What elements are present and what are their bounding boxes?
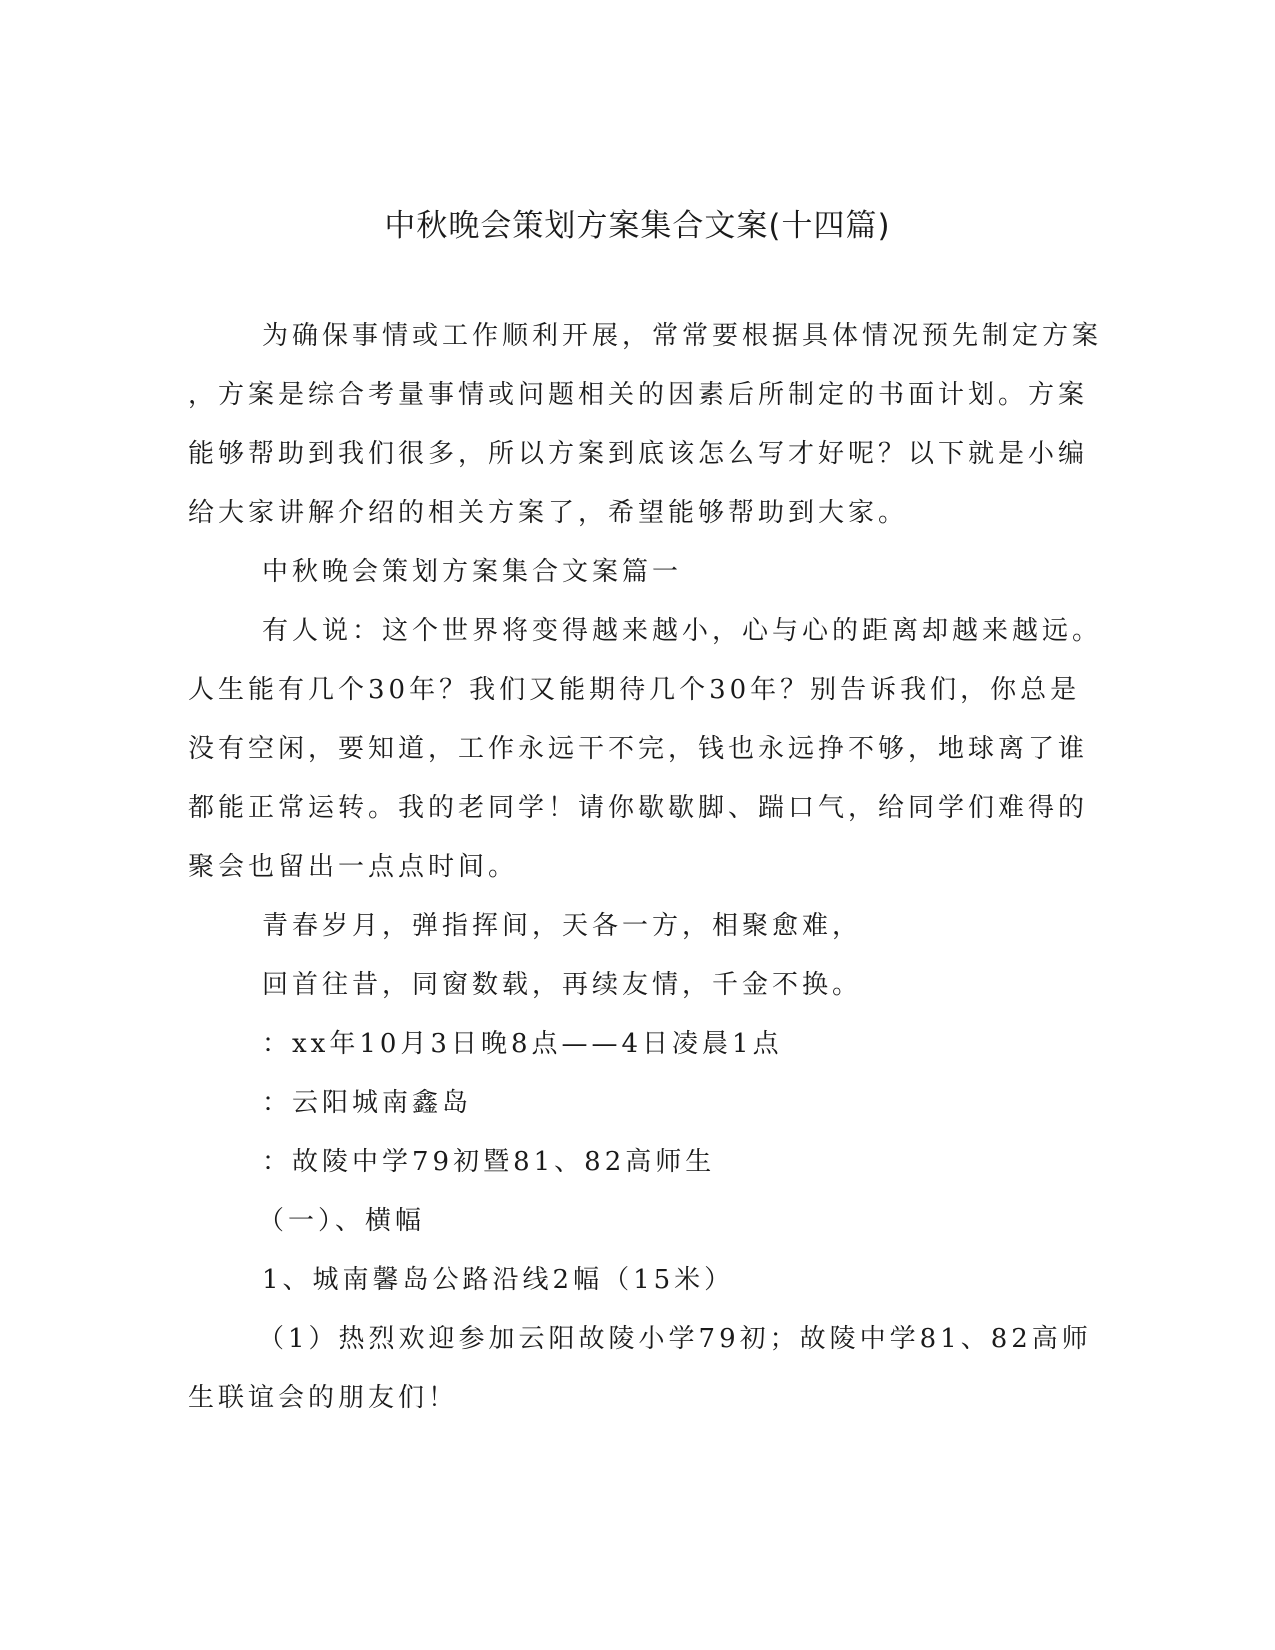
event-location-line: ：云阳城南鑫岛 [262, 1088, 473, 1118]
paragraph-line: 聚会也留出一点点时间。 [188, 852, 519, 882]
paragraph-line: ，方案是综合考量事情或问题相关的因素后所制定的书面计划。方案 [188, 380, 1089, 410]
paragraph-line: 人生能有几个30年？我们又能期待几个30年？别告诉我们，你总是 [188, 675, 1081, 705]
paragraph-line: 有人说：这个世界将变得越来越小，心与心的距离却越来越远。 [262, 616, 1103, 646]
verse-line: 回首往昔，同窗数载，再续友情，千金不换。 [262, 970, 863, 1000]
paragraph-line: 为确保事情或工作顺利开展，常常要根据具体情况预先制定方案 [262, 321, 1103, 351]
paragraph-line: 没有空闲，要知道，工作永远干不完，钱也永远挣不够，地球离了谁 [188, 734, 1089, 764]
event-time-line: ：xx年10月3日晚8点——4日凌晨1点 [262, 1029, 783, 1059]
event-attendees-line: ：故陵中学79初暨81、82高师生 [262, 1147, 716, 1177]
subsection-heading: （一）、横幅 [258, 1206, 426, 1236]
list-item: （1）热烈欢迎参加云阳故陵小学79初；故陵中学81、82高师 [258, 1324, 1092, 1354]
document-title: 中秋晚会策划方案集合文案(十四篇) [384, 208, 891, 244]
section-heading: 中秋晚会策划方案集合文案篇一 [262, 557, 683, 587]
paragraph-line: 能够帮助到我们很多，所以方案到底该怎么写才好呢？以下就是小编 [188, 439, 1089, 469]
paragraph-line: 都能正常运转。我的老同学！请你歇歇脚、踹口气，给同学们难得的 [188, 793, 1089, 823]
paragraph-line: 生联谊会的朋友们！ [188, 1383, 459, 1413]
list-item: 1、城南馨岛公路沿线2幅（15米） [262, 1265, 735, 1295]
paragraph-line: 给大家讲解介绍的相关方案了，希望能够帮助到大家。 [188, 498, 909, 528]
verse-line: 青春岁月，弹指挥间，天各一方，相聚愈难， [262, 911, 863, 941]
